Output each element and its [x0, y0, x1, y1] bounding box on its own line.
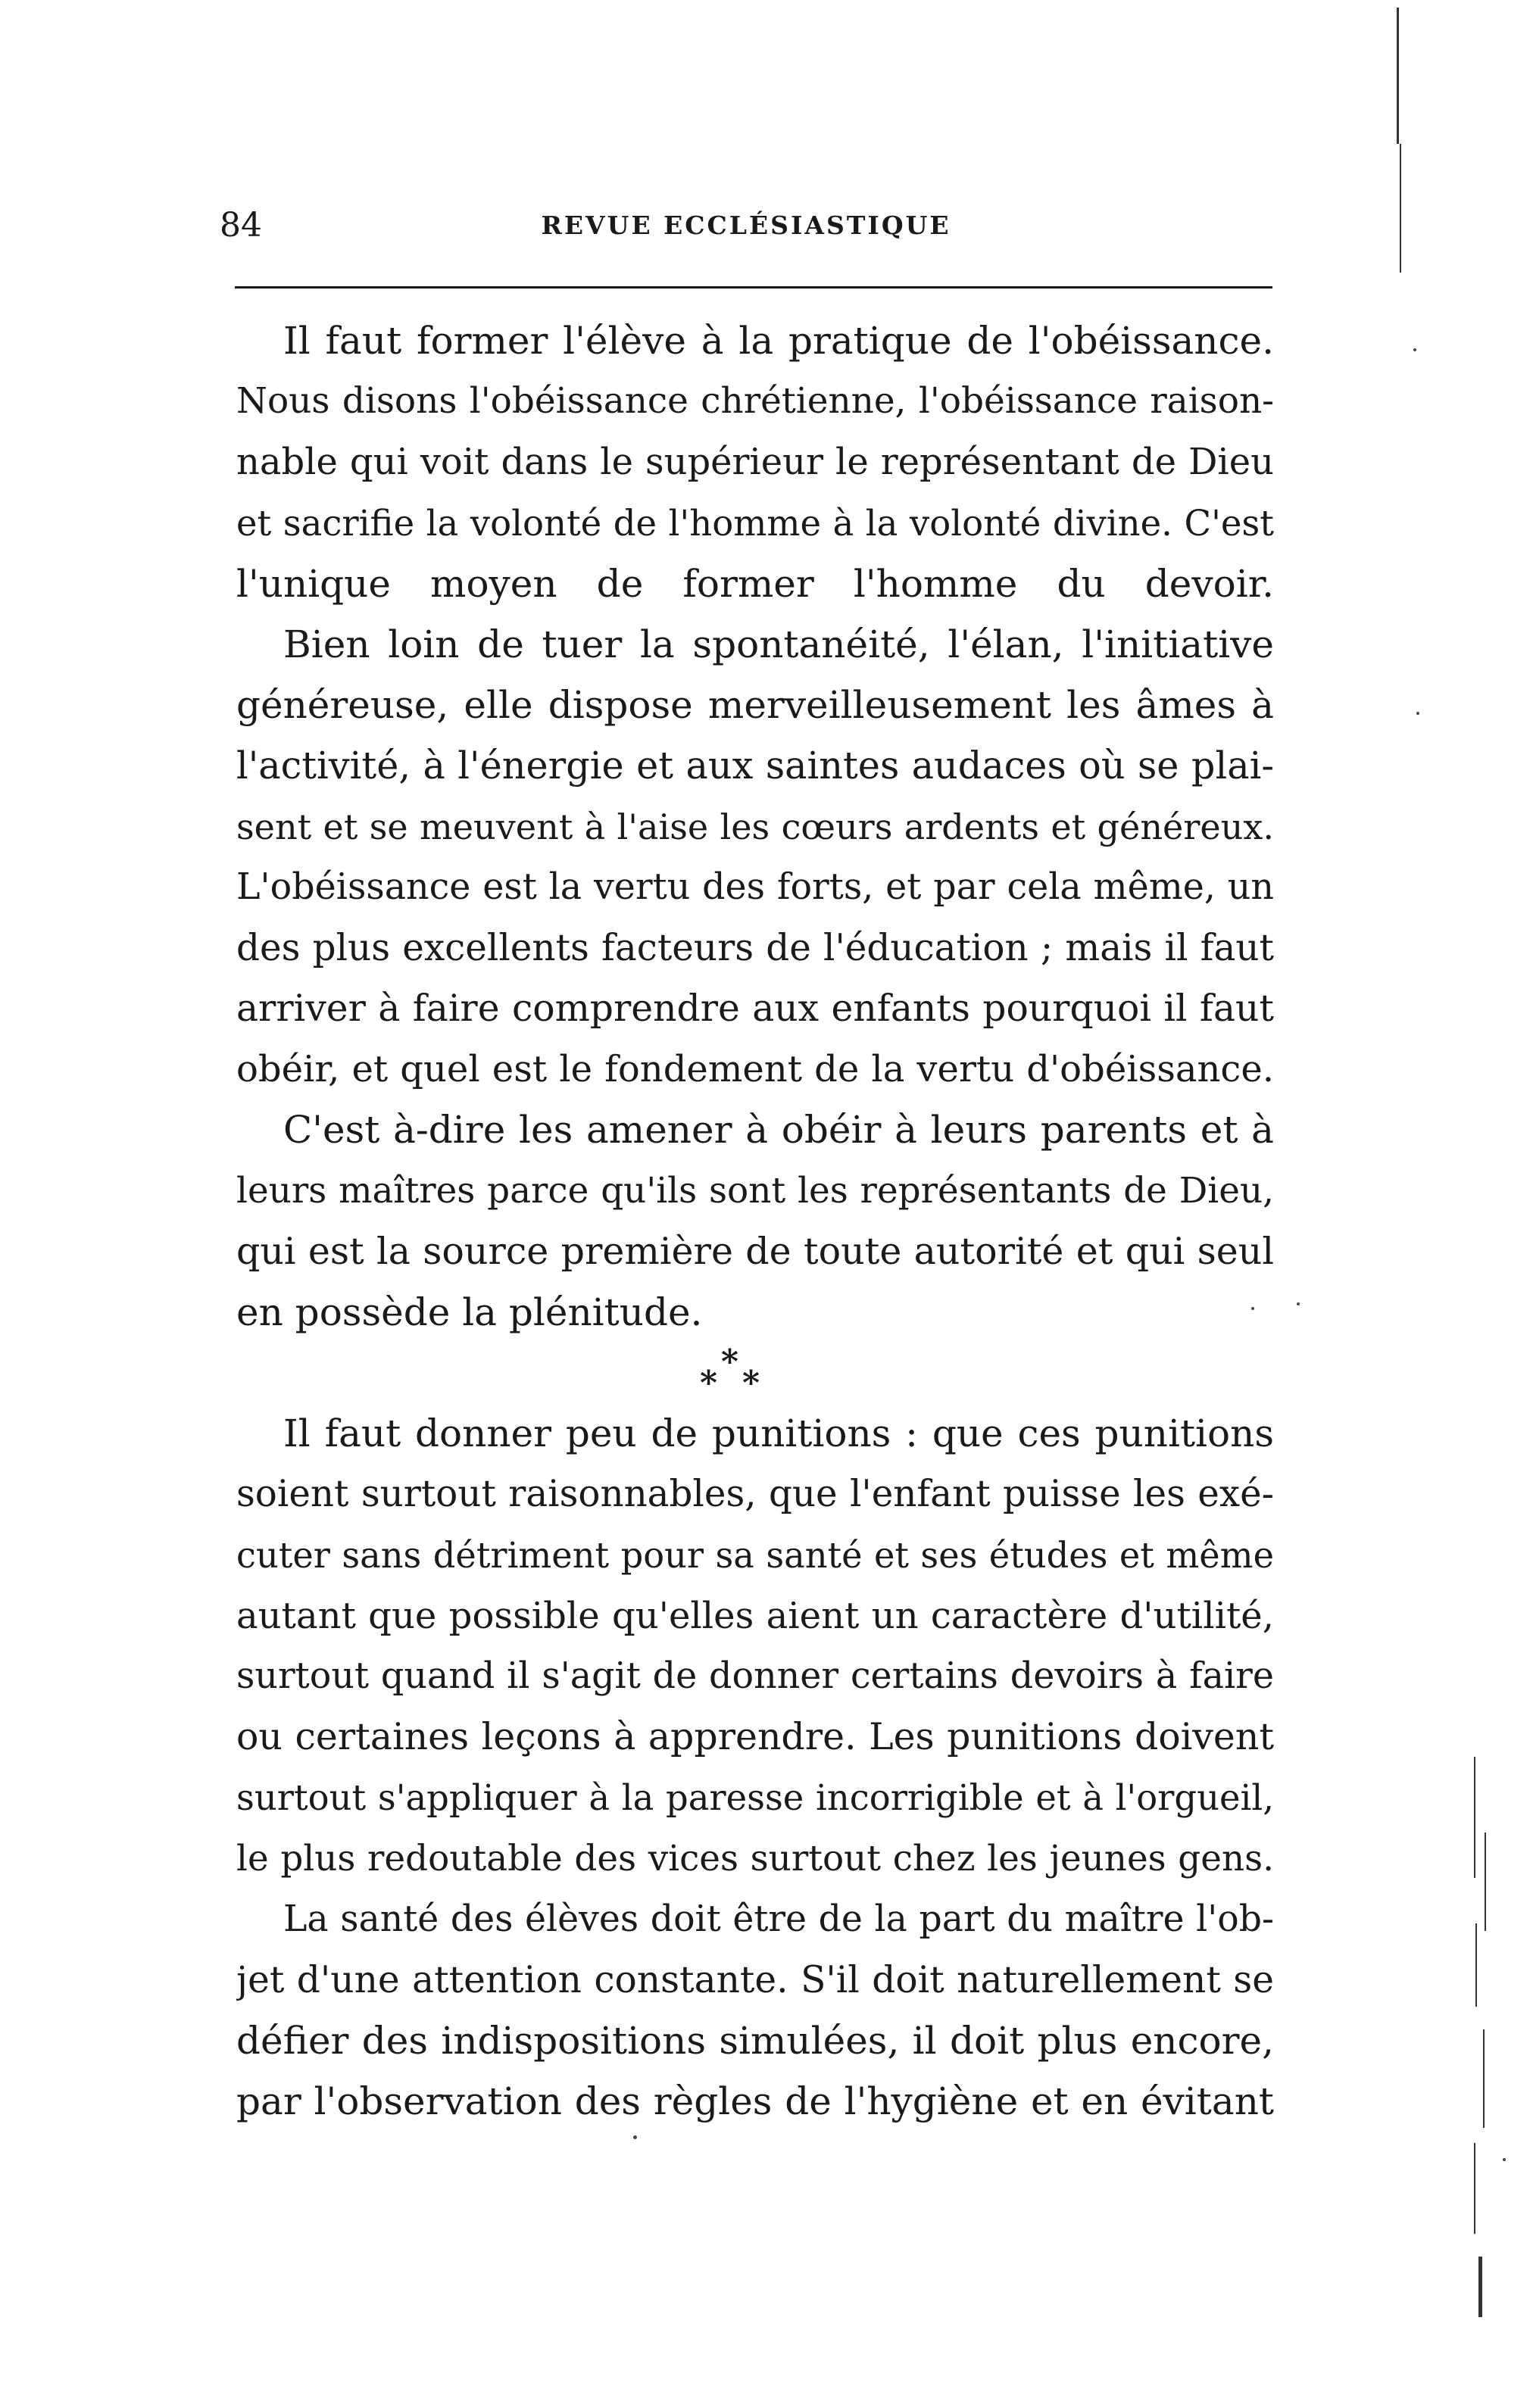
header-rule — [235, 286, 1272, 289]
text-line: L'obéissance est la vertu des forts, et par cela même, un — [236, 866, 1274, 908]
text-line: leurs maîtres parce qu'ils sont les représentants de Dieu, — [236, 1170, 1274, 1212]
text-line: soient surtout raisonnables, que l'enfant puisse les exé- — [236, 1473, 1274, 1516]
text-line: arriver à faire comprendre aux enfants pourquoi il faut — [236, 987, 1274, 1031]
scan-edge-mark — [1485, 1833, 1486, 1931]
text-line: en possède la plénitude. — [236, 1290, 703, 1334]
text-line: par l'observation des règles de l'hygiène et en évitant — [236, 2079, 1274, 2124]
text-line: Bien loin de tuer la spontanéité, l'élan, l'initiative — [283, 622, 1274, 666]
scan-speck — [1297, 1302, 1300, 1305]
text-line: cuter sans détriment pour sa santé et ses études et même — [236, 1534, 1274, 1576]
text-line: défier des indispositions simulées, il doit plus encore, — [236, 2019, 1274, 2063]
text-line: C'est à-dire les amener à obéir à leurs parents et à — [283, 1108, 1274, 1153]
asterism-star: * — [700, 1364, 718, 1403]
scan-edge-mark — [1400, 144, 1401, 273]
body-text — [236, 310, 1274, 2132]
scan-edge-mark — [1474, 1757, 1475, 1878]
text-line: obéir, et quel est le fondement de la vertu d'obéissance. — [236, 1048, 1274, 1091]
scan-speck — [1413, 348, 1416, 351]
scan-speck — [1503, 2158, 1506, 2161]
text-line: La santé des élèves doit être de la part du maître l'ob- — [283, 1898, 1274, 1940]
asterism-star: * — [742, 1364, 760, 1403]
text-line: le plus redoutable des vices surtout chez les jeunes gens. — [236, 1838, 1274, 1879]
scan-edge-mark — [1483, 2029, 1485, 2128]
scan-speck — [633, 2135, 637, 2139]
scan-edge-mark — [1397, 8, 1399, 144]
page-header — [220, 203, 1272, 248]
text-line: généreuse, elle dispose merveilleusement les âmes à — [236, 683, 1274, 728]
scan-speck — [1251, 1307, 1254, 1310]
text-line: surtout quand il s'agit de donner certains devoirs à faire — [236, 1655, 1274, 1697]
text-line: autant que possible qu'elles aient un caractère d'utilité, — [236, 1594, 1274, 1637]
scan-edge-mark — [1475, 1923, 1477, 2007]
text-line: ou certaines leçons à apprendre. Les punitions doivent — [236, 1715, 1274, 1759]
text-line: surtout s'appliquer à la paresse incorrigible et à l'orgueil, — [236, 1777, 1274, 1819]
asterism-star: * — [721, 1343, 739, 1382]
scan-speck — [1416, 712, 1419, 715]
text-line: Il faut former l'élève à la pratique de l'obéissance. — [283, 319, 1274, 363]
text-line: et sacrifie la volonté de l'homme à la volonté divine. C'est — [236, 502, 1274, 544]
text-line: nable qui voit dans le supérieur le représentant de Dieu — [236, 441, 1274, 484]
scan-edge-mark — [1474, 2143, 1475, 2234]
page-number: 84 — [220, 206, 262, 245]
scan-edge-mark — [1478, 2257, 1482, 2317]
text-line: jet d'une attention constante. S'il doit naturellement se — [236, 1958, 1274, 2001]
text-line: Il faut donner peu de punitions : que ces punitions — [283, 1411, 1274, 1456]
text-line: qui est la source première de toute autorité et qui seul — [236, 1229, 1274, 1273]
text-line: Nous disons l'obéissance chrétienne, l'obéissance raison- — [236, 380, 1274, 423]
asterism — [236, 1343, 1274, 1403]
text-line: l'activité, à l'énergie et aux saintes audaces où se plai- — [236, 744, 1274, 788]
running-title: REVUE ECCLÉSIASTIQUE — [541, 211, 951, 240]
text-line: sent et se meuvent à l'aise les cœurs ardents et généreux. — [236, 806, 1274, 847]
text-line: des plus excellents facteurs de l'éducation ; mais il faut — [236, 926, 1274, 969]
text-line: l'unique moyen de former l'homme du devoir. — [236, 561, 1274, 606]
